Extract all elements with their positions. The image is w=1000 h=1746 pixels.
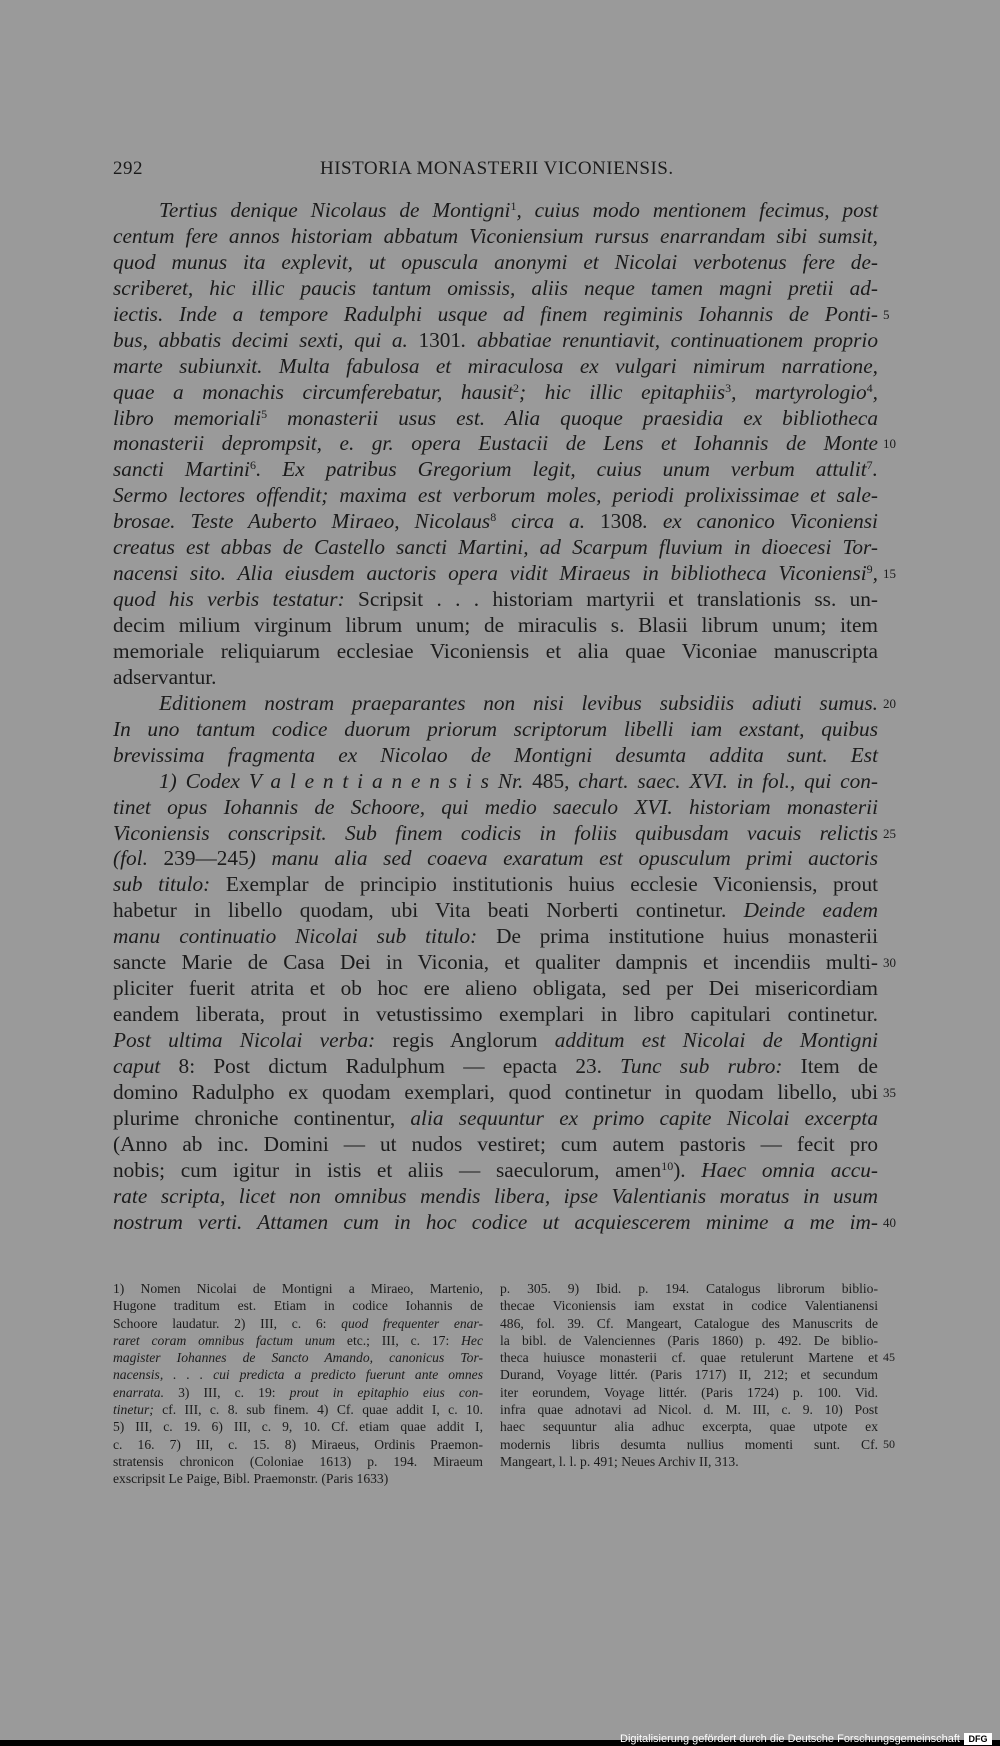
text-run: sancte Marie de Casa Dei in Viconia, et qualiter dampnis et incendiis multi- [113, 950, 878, 975]
footnotes-right-column [500, 1280, 878, 1470]
text-run: Schoore laudatur. 2) III, c. 6: [113, 1315, 342, 1331]
footnote-line [113, 1401, 483, 1418]
text-run: (fol. [113, 846, 164, 871]
text-run: creatus est abbas de Castello sancti Martini, ad Scarpum fluvium in dioecesi Tor- [113, 535, 878, 560]
text-run: plurime chroniche continentur, [113, 1105, 411, 1130]
text-run: Haec omnia accu- [701, 1157, 878, 1182]
text-line [113, 769, 878, 795]
line-number: 15 [883, 566, 896, 582]
text-run: regis Anglorum [392, 1028, 555, 1052]
text-run: alia sequuntur ex primo capite Nicolai excerpta [410, 1105, 878, 1130]
text-run: cf. III, c. 8. sub finem. 4) Cf. quae addit I, c. 10. [162, 1402, 483, 1418]
line-number: 20 [883, 695, 896, 711]
footnote-line [113, 1453, 483, 1470]
text-run: quod frequenter enar- [341, 1315, 484, 1331]
text-line [113, 431, 896, 457]
footnote-line [500, 1384, 878, 1401]
dfg-logo: DFG [964, 1733, 992, 1745]
text-run: haec sequuntur alia adhuc excerpta, quae utpote ex [500, 1419, 878, 1435]
footnote-line [500, 1453, 878, 1470]
text-line [113, 1184, 878, 1210]
text-run: Item de [800, 1053, 879, 1078]
text-line [113, 639, 878, 665]
digitization-credit [620, 1733, 992, 1745]
text-run: sub titulo: [113, 872, 226, 897]
text-line [113, 1158, 878, 1184]
footnote-line [113, 1418, 483, 1435]
footnote-line [113, 1349, 483, 1366]
text-run: 5) III, c. 19. 6) III, c. 9, 10. Cf. etiam quae addit I, [113, 1419, 483, 1435]
text-run: domino Radulpho ex quodam exemplari, quod continetur in quodam libello, ubi [113, 1079, 878, 1104]
text-line [113, 1028, 878, 1054]
text-line [113, 743, 878, 769]
text-run: Scripsit . . . historiam martyrii et translationis ss. un- [358, 587, 878, 612]
text-run: Hugone traditum est. Etiam in codice Iohannis de [113, 1298, 483, 1314]
text-run: monasterii usus est. Alia quoque praesidia ex bibliotheca [267, 405, 878, 430]
text-run: raret coram omnibus factum unum [113, 1332, 347, 1348]
text-run: 1301 [418, 327, 462, 352]
text-run: nostrum verti. Attamen cum in hoc codice ut acquiescerem minime a me im- [113, 1209, 878, 1234]
text-run: prout in epitaphio eius con- [289, 1384, 484, 1400]
text-line [113, 587, 878, 613]
text-line [113, 898, 878, 924]
text-line [113, 301, 890, 328]
text-run: eandem liberata, prout in vetustissimo exemplari in libro capitulari continetur. [113, 1002, 878, 1027]
footnote-line [500, 1401, 878, 1418]
text-run: 1) Nomen Nicolai de Montigni a Miraeo, Martenio, [113, 1281, 483, 1296]
text-run: caput [113, 1053, 179, 1078]
text-line [113, 613, 878, 639]
text-run: (Anno ab inc. Domini — ut nudos vestiret; cum autem pastoris — fecit pro [113, 1131, 878, 1156]
text-run: , [872, 561, 878, 586]
footnote-line [500, 1280, 878, 1297]
text-run: centum fere annos historiam abbatum Viconiensium rursus enarrandam sibi sumsit, [113, 223, 878, 248]
text-line [113, 1209, 896, 1236]
text-run: nacensi sito. Alia eiusdem auctoris opera vidit Miraeus in bibliotheca Viconiensi [113, 561, 867, 586]
line-number: 25 [883, 825, 896, 841]
footnote-line [113, 1366, 483, 1383]
text-line [113, 846, 878, 872]
text-line [113, 561, 896, 587]
footnote-line [113, 1384, 483, 1401]
text-run: memoriale reliquiarum ecclesiae Viconiensis et alia quae Viconiae manuscripta [113, 638, 878, 663]
text-run: 1308 [599, 509, 643, 534]
footnote-line [113, 1297, 483, 1314]
text-run: 1) Codex [159, 768, 249, 793]
text-run: ). [673, 1157, 702, 1182]
line-number: 45 [883, 1350, 895, 1365]
text-line [113, 198, 878, 224]
text-run: exscripsit Le Paige, Bibl. Praemonstr. (Paris 1633) [113, 1471, 389, 1487]
footnote-ref: 3 [725, 380, 732, 395]
footnote-line [113, 1436, 483, 1453]
footnote-ref: 7 [866, 458, 873, 473]
text-line [113, 1079, 896, 1106]
text-line [113, 1054, 878, 1080]
text-run: 3) III, c. 19: [178, 1384, 290, 1400]
text-run: nacensis, . . . cui predicta a predicto fuerunt ante omnes [113, 1367, 483, 1383]
running-title: HISTORIA MONASTERII VICONIENSIS. [320, 158, 674, 179]
text-line [113, 820, 896, 847]
footnote-line [113, 1332, 483, 1349]
page-number: 292 [113, 158, 143, 179]
text-line [113, 509, 878, 535]
text-run: 486, fol. 39. Cf. Mangeart, Catalogue des Manuscrits de [500, 1315, 878, 1331]
text-run: ; hic illic epitaphiis [519, 379, 726, 404]
text-run: 485 [532, 768, 565, 793]
footnote-ref: 2 [513, 380, 520, 395]
text-line [113, 457, 878, 483]
text-line [113, 1106, 878, 1132]
footnote-line [500, 1418, 878, 1435]
text-run: rate scripta, licet non omnibus mendis libera, ipse Valentianis moratus in usum [113, 1183, 878, 1208]
text-line [113, 924, 878, 950]
line-number: 5 [883, 306, 890, 322]
text-run: iter eorundem, Voyage littér. (Paris 1724) p. 100. Vid. [500, 1384, 878, 1400]
text-run: nobis; cum igitur in istis et aliis — saeculorum, amen [113, 1157, 662, 1182]
text-line [113, 354, 878, 380]
line-number: 30 [883, 955, 896, 971]
footnote-line [500, 1332, 878, 1349]
footnote-ref: 8 [490, 510, 497, 525]
text-run: Exemplar de principio institutionis huius ecclesie Viconiensis, prout [225, 872, 879, 897]
footnote-ref: 4 [866, 380, 873, 395]
text-line [113, 224, 878, 250]
text-run: marte subiunxit. Multa fabulosa et miraculosa ex vulgari nimirum narratione, [113, 353, 878, 378]
text-run: quod his verbis testatur: [113, 587, 359, 612]
text-run: ) manu alia sed coaeva exaratum est opusculum primi auctoris [248, 846, 878, 871]
text-run: 239—245 [163, 846, 249, 871]
text-run: Durand, Voyage littér. (Paris 1717) II, 212; et secundum [500, 1367, 878, 1383]
text-run: Tertius denique Nicolaus de Montigni [159, 198, 511, 222]
text-run: libro memoriali [113, 405, 262, 430]
text-run: Tunc sub rubro: [620, 1053, 801, 1078]
text-line [113, 717, 878, 743]
text-run: decim milium virginum librum unum; de miraculis s. Blasii librum unum; item [113, 613, 878, 637]
text-run: habetur in libello quodam, ubi Vita beati Norberti continetur. [113, 898, 744, 923]
text-run: 8: Post dictum Radulphum — epacta 23. [178, 1053, 621, 1078]
text-run: V a l e n t i a n e n s i s [248, 768, 489, 793]
running-header [0, 158, 1000, 188]
line-number: 10 [883, 436, 896, 452]
text-run: adservantur. [113, 664, 217, 689]
text-line [113, 380, 878, 406]
text-run: De prima institutione huius monasterii [496, 924, 878, 949]
text-run: . ex canonico Viconiensi [642, 509, 878, 534]
text-run: , chart. saec. XVI. in fol., qui con- [564, 768, 879, 793]
credit-text: Digitalisierung gefördert durch die Deutsche Forschungsgemeinschaft [620, 1733, 960, 1745]
text-run: Nr. [488, 768, 533, 793]
text-run: brevissima fragmenta ex Nicolao de Montigni desumta addita sunt. Est [113, 742, 878, 767]
line-number: 50 [883, 1436, 895, 1451]
text-run: additum est Nicolai de Montigni [554, 1028, 879, 1052]
text-run: Viconiensis conscripsit. Sub finem codicis in foliis quibusdam vacuis relictis [113, 820, 878, 845]
text-run: iectis. Inde a tempore Radulphi usque ad finem regiminis Iohannis de Ponti- [113, 301, 878, 326]
text-line [113, 483, 878, 509]
text-run: infra quae adnotavi ad Nicol. d. M. III, c. 9. 10) Post [500, 1402, 878, 1418]
text-line [113, 406, 878, 432]
footnote-line [500, 1297, 878, 1314]
text-run: , cuius modo mentionem fecimus, post [516, 198, 878, 222]
footnote-ref: 1 [510, 199, 517, 213]
text-run: p. 305. 9) Ibid. p. 194. Catalogus librorum biblio- [500, 1281, 878, 1296]
text-line [113, 328, 878, 354]
text-run: In uno tantum codice duorum priorum scriptorum libelli iam exstant, quibus [113, 716, 878, 741]
text-run: circa a. [496, 509, 600, 534]
text-run: bus, abbatis decimi sexti, qui a. [113, 327, 419, 352]
text-line [113, 795, 878, 821]
text-line [113, 535, 878, 561]
text-run: magister Iohannes de Sancto Amando, canonicus Tor- [113, 1350, 483, 1366]
text-line [113, 1002, 878, 1028]
text-line [113, 1132, 878, 1158]
text-run: etc.; III, c. 17: [346, 1332, 462, 1348]
text-run: thecae Viconiensis iam exstat in codice Valentianensi [500, 1298, 878, 1314]
text-run: , martyrologio [731, 379, 867, 404]
text-run: manu continuatio Nicolai sub titulo: [113, 924, 497, 949]
text-run: Mangeart, l. l. p. 491; Neues Archiv II, 313. [500, 1453, 739, 1469]
footnote-line [113, 1280, 483, 1297]
footnote-line [113, 1315, 483, 1332]
footnotes-left-column [113, 1280, 483, 1488]
text-run: la bibl. de Valenciennes (Paris 1860) p. 492. De biblio- [500, 1332, 878, 1348]
footnote-line [113, 1470, 483, 1487]
text-line [113, 665, 878, 691]
text-run: quod munus ita explevit, ut opuscula anonymi et Nicolai verbotenus fere de- [113, 249, 878, 274]
line-number: 40 [883, 1214, 896, 1230]
text-run: Editionem nostram praeparantes non nisi levibus subsidiis adiuti sumus. [159, 690, 878, 715]
text-line [113, 250, 878, 276]
text-run: c. 16. 7) III, c. 15. 8) Miraeus, Ordinis Praemon- [113, 1436, 483, 1452]
text-run: . [872, 457, 878, 482]
footnote-ref: 5 [261, 406, 268, 421]
line-number: 35 [883, 1084, 896, 1100]
text-run: . abbatiae renuntiavit, continuationem proprio [461, 327, 878, 352]
text-run: sancti Martini [113, 457, 250, 482]
footnote-line [500, 1436, 878, 1453]
text-run: stratensis chronicon (Coloniae 1613) p. 194. Miraeum [113, 1453, 483, 1469]
text-run: , [872, 379, 878, 404]
footnote-line [500, 1315, 878, 1332]
text-run: . Ex patribus Gregorium legit, cuius unum verbum attulit [255, 457, 867, 482]
text-run: tinet opus Iohannis de Schoore, qui medio saeculo XVI. historiam monasterii [113, 794, 878, 819]
footnote-line [500, 1366, 878, 1383]
text-run: Deinde eadem [743, 898, 878, 923]
footnote-ref: 10 [661, 1158, 674, 1173]
text-run: tinetur; [113, 1402, 163, 1418]
text-run: Sermo lectores offendit; maxima est verborum moles, periodi prolixissimae et sale- [113, 483, 878, 508]
text-run: Hec [461, 1332, 483, 1348]
text-run: brosae. Teste Auberto Miraeo, Nicolaus [113, 509, 491, 534]
text-line [113, 690, 896, 717]
main-text [113, 198, 896, 1236]
text-run: enarrata. [113, 1384, 179, 1400]
text-line [113, 276, 878, 302]
text-run: theca huiusce monasterii cf. quae retulerunt Martene et [500, 1350, 878, 1366]
footnote-line [500, 1349, 878, 1366]
text-line [113, 872, 878, 898]
text-run: scriberet, hic illic paucis tantum omissis, aliis neque tamen magni pretii ad- [113, 275, 878, 300]
text-line [113, 950, 896, 976]
text-run: monasterii deprompsit, e. gr. opera Eustacii de Lens et Iohannis de Monte [113, 431, 878, 456]
footnote-ref: 9 [866, 562, 873, 577]
footnote-ref: 6 [249, 458, 256, 473]
text-run: Post ultima Nicolai verba: [113, 1028, 393, 1052]
text-line [113, 976, 878, 1002]
text-run: pliciter fuerit atrita et ob hoc ere alieno obligata, sed per Dei misericordiam [113, 976, 878, 1001]
text-run: modernis libris desumta nullius momenti sunt. Cf. [500, 1436, 878, 1452]
text-run: quae a monachis circumferebatur, hausit [113, 379, 514, 404]
